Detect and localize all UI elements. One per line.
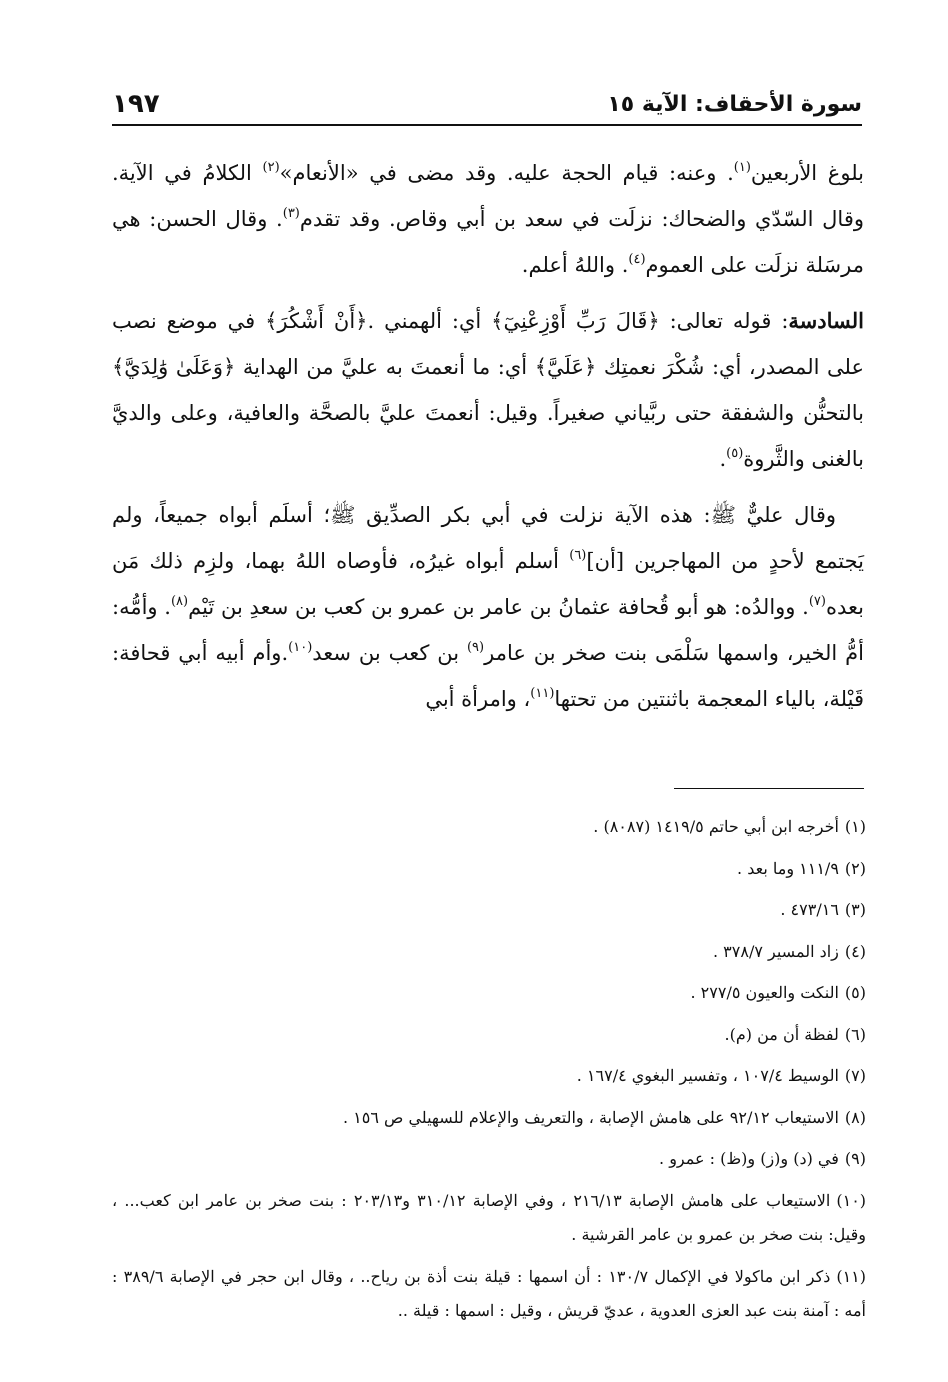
- footnote-3: [112, 889, 866, 931]
- footnote-ref: (١١): [530, 686, 555, 701]
- footnote-2: [112, 848, 866, 890]
- footnote-ref: (٩): [466, 640, 485, 655]
- footnote-10: [112, 1180, 866, 1256]
- footnote-number: (٧): [844, 1066, 866, 1085]
- chapter-title: سورة الأحقاف: الآية ١٥: [607, 91, 862, 117]
- footnote-6: [112, 1014, 866, 1056]
- running-header: [112, 84, 862, 126]
- text-run: . وأمُّه: أمُّ الخير، واسمها سَلْمَى بنت صخر بن عامر: [112, 595, 864, 665]
- text-run: . ووالدُه: هو أبو قُحافة عثمانُ بن عامر بن عمرو بن كعب بن سعدِ بن تَيْم: [188, 595, 809, 619]
- text-run: وقال عليٌّ ﷺ: هذه الآية نزلت في أبي بكر الصدِّيق ﷺ؛ أسلَم أبواه جميعاً، ولم يَجتمع لأحدٍ من المهاجرين [أن]: [112, 503, 864, 573]
- footnote-ref: (٣): [282, 206, 300, 221]
- footnote-11: [112, 1256, 866, 1332]
- footnote-text: ذكر ابن ماكولا في الإكمال ١٣٠/٧ : أن اسمها : قيلة بنت أذة بن رياح.. ، وقال ابن حجر في الإصابة ٣٨٩/٦ : أمه : آمنة بنت عبد العزى العدوية ، عديّ قريش ، وقيل : اسمها : قيلة ..: [112, 1266, 866, 1320]
- footnote-number: (٩): [844, 1149, 866, 1168]
- footnote-ref: (١): [733, 160, 751, 175]
- footnote-text: ١١١/٩ وما بعد .: [737, 858, 839, 878]
- text-run: . واللهُ أعلم.: [521, 253, 629, 277]
- footnote-ref: (٦): [569, 548, 587, 563]
- footnote-ref: (٢): [262, 160, 280, 175]
- paragraph-3: [112, 492, 864, 722]
- footnote-number: (١٠): [836, 1190, 867, 1210]
- footnote-text: الاستيعاب ٩٢/١٢ على هامش الإصابة ، والتعريف والإعلام للسهيلي ص ١٥٦ .: [342, 1107, 839, 1127]
- section-term: السادسة: [788, 308, 864, 333]
- text-run: ، وامرأة أبي: [425, 687, 531, 711]
- paragraph-2: [112, 298, 864, 482]
- footnote-ref: (٥): [726, 446, 744, 461]
- footnote-ref: (١٠): [288, 640, 313, 655]
- footnotes: [112, 806, 866, 1332]
- paragraph-1: [112, 150, 864, 288]
- footnote-1: [112, 806, 866, 848]
- footnote-text: زاد المسير ٣٧٨/٧ .: [713, 941, 839, 961]
- footnote-text: لفظة أن من (م).: [724, 1024, 839, 1044]
- footnote-divider: [674, 788, 864, 789]
- text-run: أسلم أبواه غيرُه، فأوصاه اللهُ بهما، ولزِم ذلك مَن بعده: [112, 549, 864, 619]
- footnote-text: ٤٧٣/١٦ .: [780, 900, 839, 919]
- text-run: . وقال الحسن: هي مرسَلة نزلَت على العموم: [112, 207, 864, 277]
- text-run: بلوغ الأربعين: [750, 161, 864, 185]
- footnote-4: [112, 931, 866, 973]
- footnote-text: أخرجه ابن أبي حاتم ١٤١٩/٥ (٨٠٨٧) .: [593, 817, 839, 836]
- text-run: الكلامُ في الآية. وقال السّدّي والضحاك: نزلَت في سعد بن أبي وقاص. وقد تقدم: [112, 161, 865, 231]
- text-run: : قوله تعالى: ﴿قَالَ رَبِّ أَوْزِعْنِيٓ﴾ أي: ألهمني .﴿أَنْ أَشْكُرَ﴾ في موضع نصب على المصدر، أي: شُكْرَ نعمتِك ﴿عَلَيَّ﴾ أي: ما أنعمتَ به عليَّ من الهداية ﴿وَعَلَىٰ وَٰلِدَيَّ﴾ بالتحنُّن والشفقة حتى ربَّياني صغيراً. وقيل: أنعمتَ عليَّ بالصحَّة والعافية، وعلى والديَّ بالغنى والثَّروة: [112, 309, 864, 471]
- footnote-ref: (٧): [808, 594, 826, 609]
- footnote-text: النكت والعيون ٢٧٧/٥ .: [690, 983, 839, 1002]
- footnote-number: (٣): [844, 900, 866, 919]
- footnote-ref: (٤): [628, 252, 646, 267]
- footnote-7: [112, 1055, 866, 1097]
- footnote-9: [112, 1138, 866, 1180]
- footnote-number: (٥): [844, 983, 866, 1002]
- footnote-text: الوسيط ١٠٧/٤ ، وتفسير البغوي ١٦٧/٤ .: [576, 1066, 839, 1085]
- footnote-text: الاستيعاب على هامش الإصابة ٢١٦/١٣ ، وفي الإصابة ٣١٠/١٢ و٢٠٣/١٣ : بنت صخر بن عامر ابن كعب... ، وقيل: بنت صخر بن عمرو بن عامر القرشية .: [112, 1190, 866, 1244]
- page-number: ١٩٧: [112, 89, 160, 119]
- footnote-ref: (٨): [170, 594, 189, 609]
- text-run: بن كعب بن سعد: [312, 641, 467, 665]
- footnote-number: (١١): [836, 1266, 866, 1286]
- footnote-number: (٤): [844, 941, 866, 961]
- text-run: . وعنه: قيام الحجة عليه. وقد مضى في «الأنعام»: [279, 161, 734, 185]
- footnote-5: [112, 972, 866, 1014]
- footnote-number: (٨): [844, 1107, 866, 1127]
- footnote-8: [112, 1097, 866, 1139]
- footnote-number: (١): [844, 817, 866, 836]
- footnote-text: في (د) و(ز) و(ظ) : عمرو .: [659, 1149, 839, 1168]
- footnote-number: (٦): [844, 1024, 866, 1044]
- main-text: [112, 150, 864, 732]
- text-run: .: [719, 447, 727, 471]
- footnote-number: (٢): [844, 858, 866, 878]
- text-run: .وأم أبيه أبي قحافة: قَيْلة، بالياء المعجمة باثنتين من تحتها: [112, 641, 864, 711]
